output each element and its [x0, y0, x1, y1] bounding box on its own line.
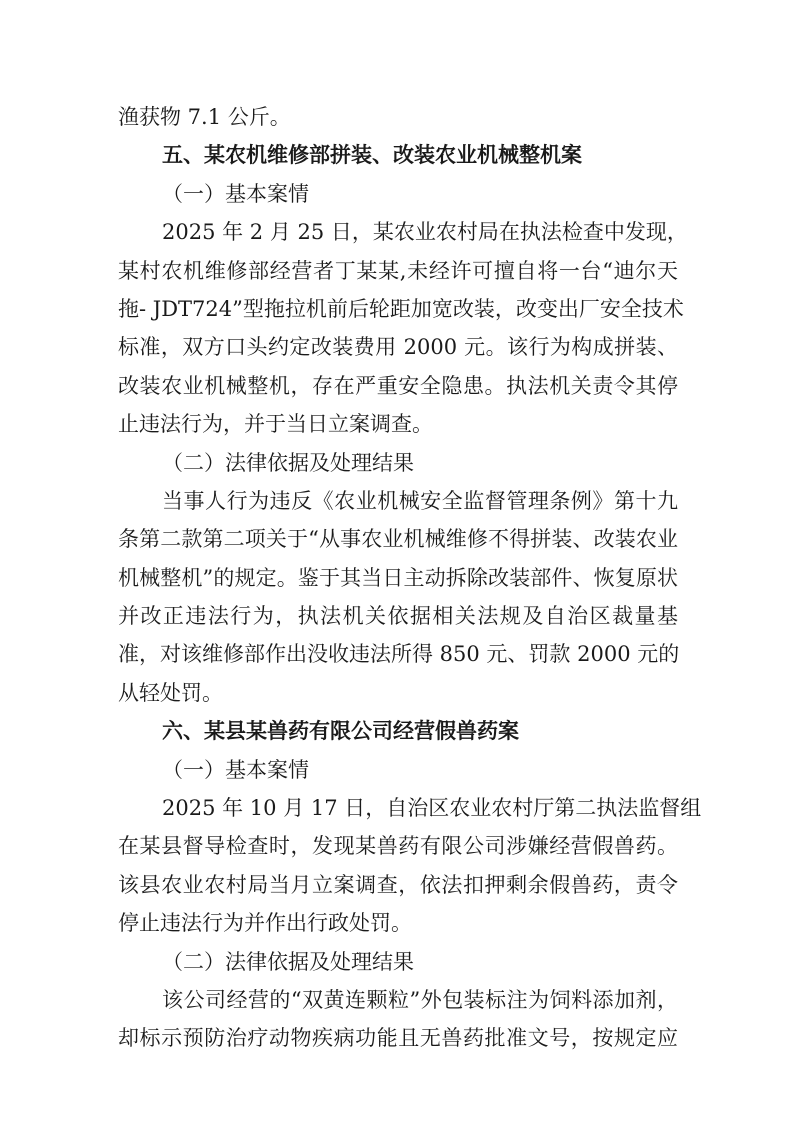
paragraph-last-line: 从轻处罚。	[118, 680, 223, 705]
text-line: 标准，双方口头约定改装费用 2000 元。该行为构成拼装、	[118, 335, 678, 360]
paragraph-first-line: 当事人行为违反《农业机械安全监督管理条例》第十九	[162, 488, 678, 513]
text-line: 条第二款第二项关于“从事农业机械维修不得拼装、改装农业	[118, 527, 678, 552]
text-line: 在某县督导检查时，发现某兽药有限公司涉嫌经营假兽药。	[118, 834, 678, 859]
text-line: 该县农业农村局当月立案调查，依法扣押剩余假兽药，责令	[118, 872, 678, 897]
paragraph-last-line: 止违法行为，并于当日立案调查。	[118, 412, 433, 437]
text-line: 却标示预防治疗动物疾病功能且无兽药批准文号，按规定应	[118, 1026, 678, 1051]
section-heading: 六、某县某兽药有限公司经营假兽药案	[162, 719, 519, 744]
section-heading: 五、某农机维修部拼装、改装农业机械整机案	[162, 143, 582, 168]
text-line: 拖- JDT724”型拖拉机前后轮距加宽改装，改变出厂安全技术	[118, 296, 684, 321]
text-line: 机械整机”的规定。鉴于其当日主动拆除改装部件、恢复原状	[118, 565, 678, 590]
paragraph-first-line: 2025 年 10 月 17 日，自治区农业农村厅第二执法监督组	[162, 796, 702, 821]
subsection-heading: （一）基本案情	[162, 181, 309, 206]
document-body	[118, 98, 702, 1058]
paragraph-last-line: 渔获物 7.1 公斤。	[118, 105, 291, 129]
paragraph-last-line: 停止违法行为并作出行政处罚。	[118, 911, 412, 936]
subsection-heading: （二）法律依据及处理结果	[162, 949, 414, 974]
text-line: 改装农业机械整机，存在严重安全隐患。执法机关责令其停	[118, 373, 678, 398]
subsection-heading: （一）基本案情	[162, 757, 309, 782]
text-line: 某村农机维修部经营者丁某某,未经许可擅自将一台“迪尔天	[118, 258, 678, 283]
subsection-heading: （二）法律依据及处理结果	[162, 450, 414, 475]
paragraph-first-line: 该公司经营的“双黄连颗粒”外包装标注为饲料添加剂，	[162, 987, 678, 1012]
paragraph-first-line: 2025 年 2 月 25 日，某农业农村局在执法检查中发现，	[162, 220, 688, 245]
text-line: 并改正违法行为，执法机关依据相关法规及自治区裁量基	[118, 604, 678, 629]
text-line: 准，对该维修部作出没收违法所得 850 元、罚款 2000 元的	[118, 642, 680, 667]
